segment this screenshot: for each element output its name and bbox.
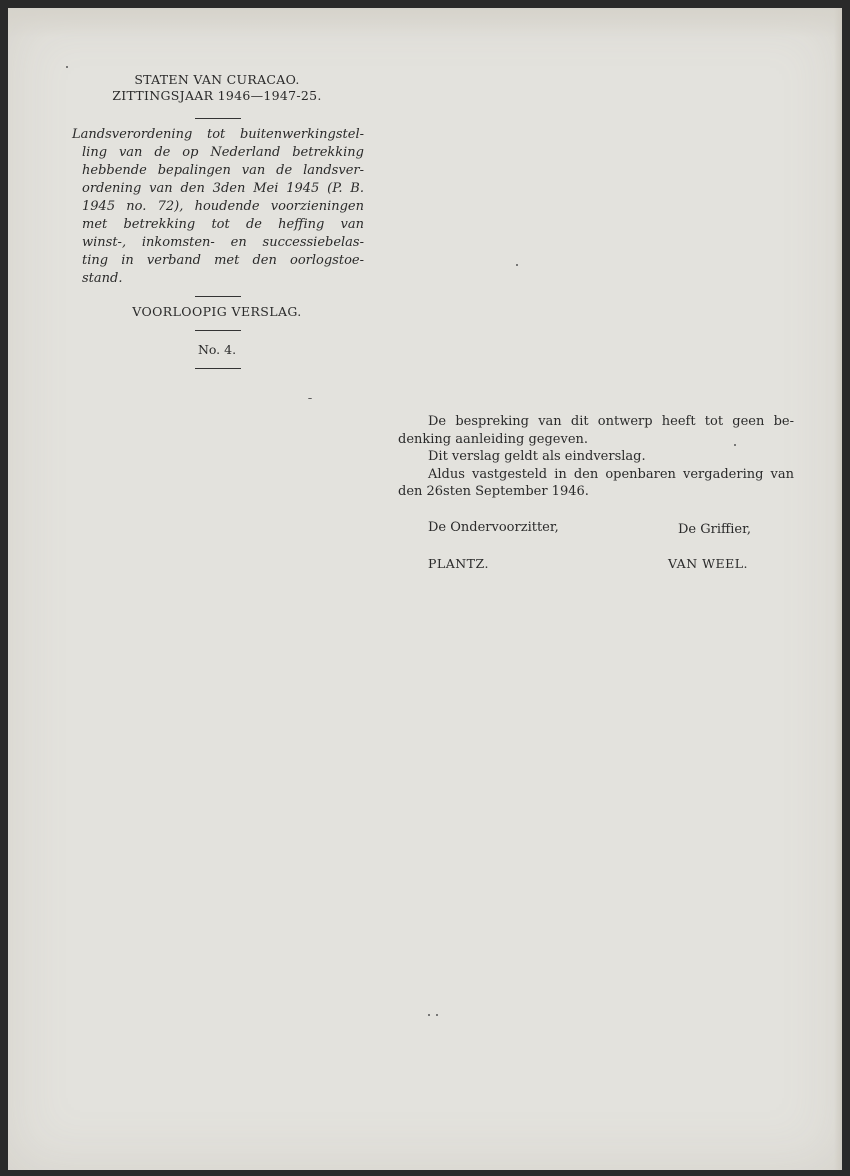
header-line-2: ZITTINGSJAAR 1946—1947-25. bbox=[112, 88, 322, 103]
subject-line: ting in verband met den oorlogstoe- bbox=[82, 253, 364, 268]
subject-paragraph bbox=[72, 126, 364, 288]
document-header bbox=[106, 72, 328, 104]
report-number: No. 4. bbox=[197, 342, 237, 357]
report-title: VOORLOOPIG VERSLAG. bbox=[132, 304, 302, 319]
divider-rule bbox=[195, 296, 241, 297]
paper-speck bbox=[308, 398, 312, 399]
subject-line: met betrekking tot de heffing van bbox=[82, 217, 364, 232]
signature-name-clerk: VAN WEEL. bbox=[668, 556, 748, 571]
divider-rule bbox=[195, 330, 241, 331]
paper-speck bbox=[516, 264, 518, 266]
body-line: De bespreking van dit ontwerp heeft tot geen be- bbox=[428, 414, 794, 429]
signature-title-vice-chair: De Ondervoorzitter, bbox=[428, 520, 559, 535]
subject-line: 1945 no. 72), houdende voorzieningen bbox=[82, 199, 364, 214]
report-body bbox=[398, 413, 794, 501]
subject-line: Landsverordening tot buitenwerkingstel- bbox=[72, 127, 364, 142]
signature-title-clerk: De Griffier, bbox=[678, 522, 752, 537]
document-page bbox=[8, 8, 842, 1170]
paper-speck bbox=[428, 1014, 430, 1016]
subject-line: winst-, inkomsten- en successiebelas- bbox=[82, 235, 364, 250]
subject-line: ling van de op Nederland betrekking bbox=[82, 145, 364, 160]
subject-line: ordening van den 3den Mei 1945 (P. B. bbox=[82, 181, 364, 196]
divider-rule bbox=[195, 118, 241, 119]
signature-name-vice-chair: PLANTZ. bbox=[428, 556, 489, 571]
body-line: Aldus vastgesteld in den openbaren vergadering van bbox=[428, 466, 794, 482]
paper-speck bbox=[436, 1014, 438, 1016]
body-line: den 26sten September 1946. bbox=[398, 484, 589, 499]
subject-line: stand. bbox=[82, 271, 123, 286]
divider-rule bbox=[195, 368, 241, 369]
body-line: denking aanleiding gegeven. bbox=[398, 431, 589, 447]
header-line-1: STATEN VAN CURACAO. bbox=[134, 72, 300, 87]
paper-top-edge bbox=[8, 8, 842, 38]
body-line: Dit verslag geldt als eindverslag. bbox=[428, 449, 646, 464]
subject-line: hebbende bepalingen van de landsver- bbox=[82, 163, 364, 178]
paper-speck bbox=[734, 444, 736, 446]
paper-speck bbox=[66, 66, 68, 68]
paper-right-edge bbox=[834, 8, 842, 1170]
